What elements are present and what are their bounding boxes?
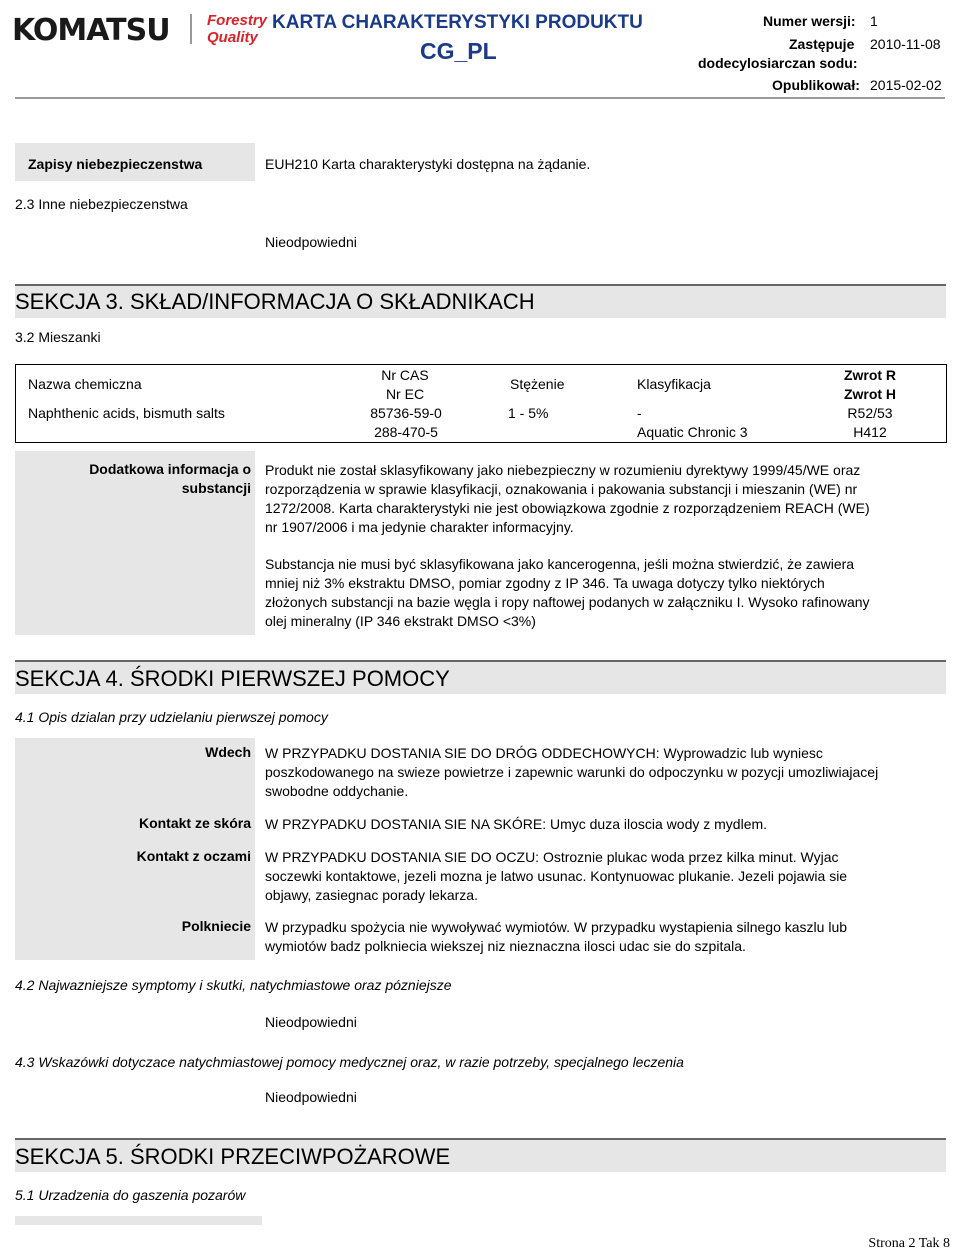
text-line: nr 1907/2006 i ma jedynie charakter informacyjny. [265, 519, 574, 535]
cell-r-phrase: R52/53 [847, 405, 893, 421]
extra-info-paragraph-1 [265, 461, 950, 537]
other-hazards-heading: 2.3 Inne niebezpieczenstwa [15, 196, 188, 212]
replaces-sub: dodecylosiarczan sodu: [698, 55, 858, 71]
th-ec: Nr EC [385, 386, 425, 402]
komatsu-logo: KOMATSU [12, 13, 170, 48]
text-line: soczewki kontaktowe, jezeli mozna je latwo usunac. Kontynuowac plukanie. Jezeli pojawia sie [265, 868, 848, 884]
text-line: mniej niż 3% ekstraktu DMSO, pomiar zgodny z IP 346. Ta uwaga dotyczy tylko niektórych [265, 575, 825, 591]
text-line: objawy, zasiegnac porady lekarza. [265, 887, 478, 903]
text-line: poszkodowanego na swieze powietrze i zapewnic warunki do odpoczynku w pozycji umozliwiajacej [265, 764, 879, 780]
ingestion-text [265, 918, 950, 956]
replaces-label: Zastępuje [789, 36, 855, 52]
extinguishing-subheading: 5.1 Urzadzenia do gaszenia pozarów [15, 1187, 246, 1203]
cell-concentration: 1 - 5% [508, 405, 549, 421]
logo-forestry-text: Forestry [207, 12, 268, 29]
section5-title: SEKCJA 5. ŚRODKI PRZECIWPOŻAROWE [15, 1144, 451, 1169]
text-line: 1272/2008. Karta charakterystyki nie jest obowiązkowa zgodnie z rozporządzeniem REACH (WE) [265, 500, 870, 516]
symptoms-value: Nieodpowiedni [265, 1014, 357, 1030]
th-r-phrase: Zwrot R [843, 367, 897, 383]
extra-info-label-2: substancji [181, 480, 251, 496]
text-line: Substancja nie musi być sklasyfikowana jako kancerogenna, jeśli można stwierdzić, że zawiera [265, 556, 855, 572]
inhalation-label: Wdech [205, 744, 251, 760]
page-number: Strona 2 Tak 8 [868, 1236, 950, 1251]
extinguishing-label-box [15, 1216, 262, 1225]
text-line: wymiotów badz polkniecia wiekszej niz nieznaczna ilosci udac sie do szpitala. [265, 938, 746, 954]
th-concentration: Stężenie [510, 376, 565, 392]
text-line: rozporządzenia w sprawie klasyfikacji, oznakowania i pakowania substancji i mieszanin (WE) nr [265, 481, 858, 497]
text-line: olej mineralny (IP 346 ekstrakt DMSO <3%) [265, 613, 536, 629]
section3-banner [15, 284, 946, 318]
section4-banner [15, 660, 946, 694]
skin-contact-text [265, 815, 950, 834]
hazard-records-label: Zapisy niebezpieczenstwa [28, 156, 203, 172]
th-classification: Klasyfikacja [637, 376, 711, 392]
eye-contact-text [265, 848, 950, 905]
th-cas: Nr CAS [381, 367, 429, 383]
text-line: Produkt nie został sklasyfikowany jako niebezpieczny w rozumieniu dyrektywy 1999/45/WE oraz [265, 462, 861, 478]
published-value: 2015-02-02 [870, 77, 942, 93]
logo-quality-text: Quality [207, 29, 258, 46]
section3-title: SEKCJA 3. SKŁAD/INFORMACJA O SKŁADNIKACH [15, 289, 535, 314]
cell-chemical-name: Naphthenic acids, bismuth salts [28, 405, 225, 421]
medical-attention-value: Nieodpowiedni [265, 1089, 357, 1105]
symptoms-subheading: 4.2 Najwazniejsze symptomy i skutki, natychmiastowe oraz pózniejsze [15, 977, 452, 993]
cell-classification-2: Aquatic Chronic 3 [637, 424, 748, 440]
header-rule [15, 97, 945, 99]
section4-title: SEKCJA 4. ŚRODKI PIERWSZEJ POMOCY [15, 666, 450, 691]
skin-contact-label: Kontakt ze skóra [138, 815, 251, 831]
text-line: W PRZYPADKU DOSTANIA SIE DO OCZU: Ostroznie plukac woda przez kilka minut. Wyjac [265, 849, 839, 865]
extra-info-label-box [15, 451, 255, 635]
ingestion-label: Polkniecie [181, 918, 251, 934]
document-code: CG_PL [420, 38, 497, 64]
extra-info-label-1: Dodatkowa informacja o [89, 461, 251, 477]
th-chemical-name: Nazwa chemiczna [28, 376, 142, 392]
text-line: W przypadku spożycia nie wywoływać wymiotów. W przypadku wystapienia silnego kaszlu lub [265, 919, 848, 935]
cell-cas: 85736-59-0 [370, 405, 442, 421]
first-aid-subheading: 4.1 Opis dzialan przy udzielaniu pierwszej pomocy [15, 709, 328, 725]
composition-table [15, 364, 947, 443]
version-label: Numer wersji: [763, 13, 856, 29]
eye-contact-label: Kontakt z oczami [136, 848, 251, 864]
th-h-phrase: Zwrot H [843, 386, 897, 402]
published-label: Opublikował: [772, 77, 860, 93]
document-title: KARTA CHARAKTERYSTYKI PRODUKTU [272, 12, 643, 33]
cell-ec: 288-470-5 [374, 424, 438, 440]
inhalation-text [265, 744, 950, 801]
logo-divider [190, 14, 192, 44]
medical-attention-subheading: 4.3 Wskazówki dotyczace natychmiastowej pomocy medycznej oraz, w razie potrzeby, specjalnego leczenia [15, 1054, 684, 1070]
text-line: złożonych substancji na bazie węgla i ropy naftowej podanych w załączniku I. Wysoko rafinowany [265, 594, 870, 610]
forestry-quality-logo [207, 12, 267, 46]
cell-h-phrase: H412 [853, 424, 887, 440]
version-value: 1 [870, 13, 878, 29]
other-hazards-value: Nieodpowiedni [265, 234, 357, 250]
hazard-records-value: EUH210 Karta charakterystyki dostępna na żądanie. [265, 156, 591, 172]
text-line: W PRZYPADKU DOSTANIA SIE NA SKÓRE: Umyc duza iloscia wody z mydlem. [265, 816, 768, 832]
mixtures-heading: 3.2 Mieszanki [15, 329, 101, 345]
section5-banner [15, 1138, 946, 1172]
replaces-value: 2010-11-08 [870, 36, 941, 52]
text-line: swobodne oddychanie. [265, 783, 409, 799]
text-line: W PRZYPADKU DOSTANIA SIE DO DRÓG ODDECHOWYCH: Wyprowadzic lub wyniesc [265, 745, 823, 761]
cell-classification-1: - [637, 405, 642, 421]
extra-info-paragraph-2 [265, 555, 950, 631]
